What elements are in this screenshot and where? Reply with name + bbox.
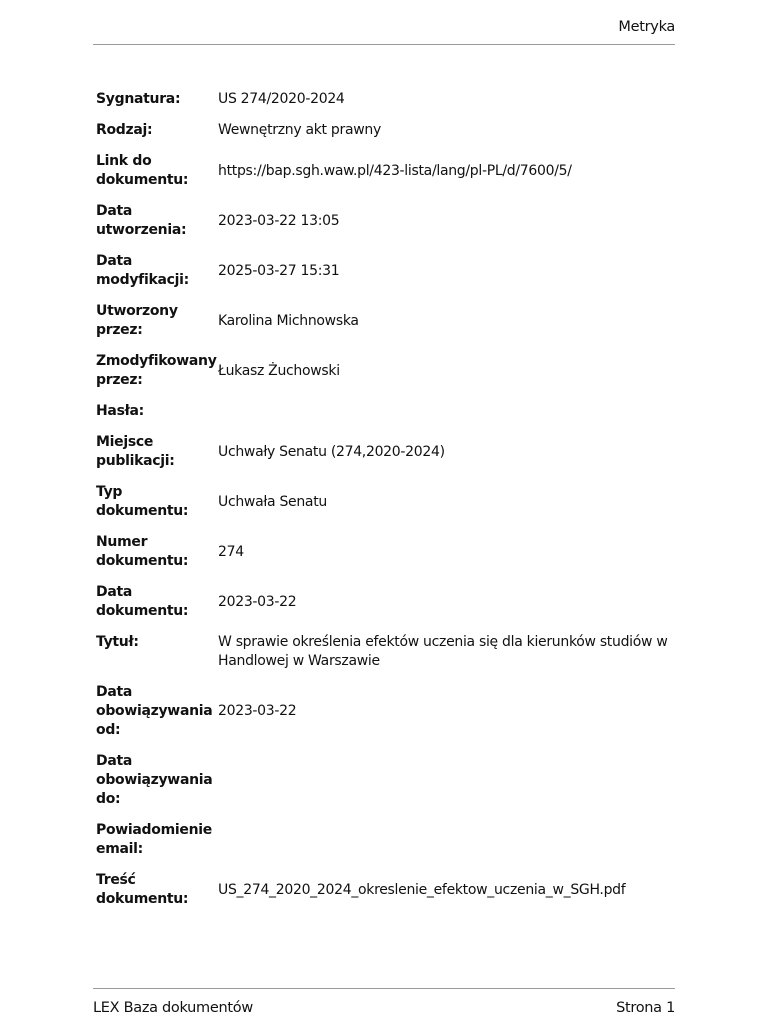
field-value: Uchwały Senatu (274,2020-2024) <box>218 443 445 460</box>
field-value: 2025-03-27 15:31 <box>218 262 340 279</box>
field-value: Wewnętrzny akt prawny <box>218 122 381 138</box>
row-data-modyfikacji <box>96 252 696 290</box>
field-label: Powiadomienie email: <box>96 822 212 857</box>
row-hasla <box>96 402 696 421</box>
field-label: Data dokumentu: <box>96 584 189 619</box>
row-link <box>96 152 696 190</box>
page-header <box>93 0 675 45</box>
field-label: Sygnatura: <box>96 91 181 107</box>
row-data-dokumentu <box>96 583 696 621</box>
footer-page-number: Strona 1 <box>616 1000 675 1016</box>
field-label: Typ dokumentu: <box>96 484 189 519</box>
row-utworzony-przez <box>96 302 696 340</box>
row-tresc-dokumentu <box>96 871 696 909</box>
field-value: 2023-03-22 <box>218 593 297 610</box>
field-label: Hasła: <box>96 403 144 419</box>
field-label: Tytuł: <box>96 634 139 650</box>
page-footer <box>93 988 675 1025</box>
field-value: 274 <box>218 543 244 560</box>
field-label: Zmodyfikowany przez: <box>96 353 217 388</box>
row-sygnatura <box>96 90 696 109</box>
document-file-link[interactable]: US_274_2020_2024_okreslenie_efektow_uczenia_w_SGH.pdf <box>218 881 626 898</box>
field-label: Link do dokumentu: <box>96 153 189 188</box>
field-label: Data utworzenia: <box>96 203 187 238</box>
row-data-utworzenia <box>96 202 696 240</box>
field-label: Treść dokumentu: <box>96 872 189 907</box>
field-label: Rodzaj: <box>96 122 153 138</box>
field-value: 2023-03-22 <box>218 703 297 719</box>
row-typ-dokumentu <box>96 483 696 521</box>
row-rodzaj <box>96 121 696 140</box>
field-value: Karolina Michnowska <box>218 312 359 329</box>
field-value: US 274/2020-2024 <box>218 91 345 107</box>
row-obowiazywania-do <box>96 752 696 809</box>
row-miejsce-publikacji <box>96 433 696 471</box>
field-value: 2023-03-22 13:05 <box>218 212 340 229</box>
metadata-table <box>96 90 696 921</box>
field-label: Utworzony przez: <box>96 303 178 338</box>
row-numer-dokumentu <box>96 533 696 571</box>
row-tytul <box>96 633 696 671</box>
field-label: Numer dokumentu: <box>96 534 189 569</box>
field-value: W sprawie określenia efektów uczenia się dla kierunków studiów w Handlowej w Warszawie <box>218 634 668 669</box>
row-obowiazywania-od <box>96 683 696 740</box>
field-label: Miejsce publikacji: <box>96 434 175 469</box>
field-value: Uchwała Senatu <box>218 493 327 510</box>
header-title: Metryka <box>618 19 675 35</box>
footer-app-name: LEX Baza dokumentów <box>93 1000 253 1016</box>
field-label: Data obowiązywania od: <box>96 684 213 738</box>
field-label: Data obowiązywania do: <box>96 753 213 807</box>
field-label: Data modyfikacji: <box>96 253 189 288</box>
document-link[interactable]: https://bap.sgh.waw.pl/423-lista/lang/pl-PL/d/7600/5/ <box>218 162 572 179</box>
field-value: Łukasz Żuchowski <box>218 362 340 379</box>
row-zmodyfikowany-przez <box>96 352 696 390</box>
row-powiadomienie <box>96 821 696 859</box>
